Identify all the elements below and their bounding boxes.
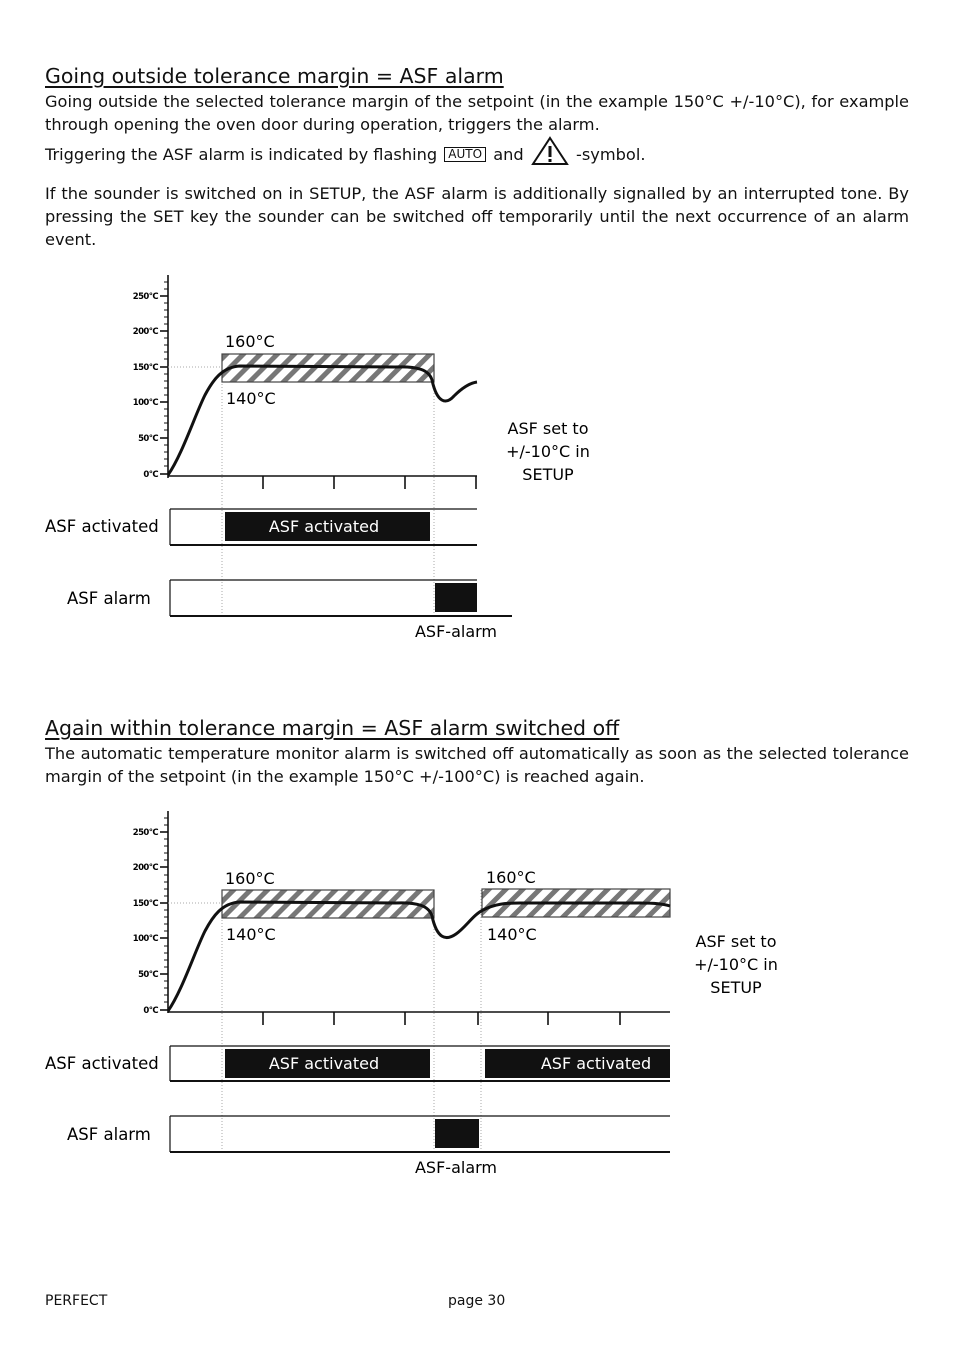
asf-activated-bar-label: ASF activated bbox=[268, 517, 380, 536]
asf-alarm-bar bbox=[435, 1119, 479, 1148]
y-tick-0: 0°C bbox=[143, 470, 158, 480]
asf-alarm-caption: ASF-alarm bbox=[414, 1158, 498, 1177]
note-line-2: +/-10°C in bbox=[506, 442, 590, 461]
lower-limit-label-a: 140°C bbox=[226, 925, 276, 944]
asf-alarm-row-label: ASF alarm bbox=[67, 589, 151, 608]
y-tick-50: 50°C bbox=[138, 970, 158, 980]
asf-alarm-row-label: ASF alarm bbox=[67, 1125, 151, 1144]
y-tick-0: 0°C bbox=[143, 1006, 158, 1016]
asf-setting-note bbox=[694, 932, 778, 997]
asf-activated-row-label: ASF activated bbox=[45, 1054, 159, 1073]
footer-page-number: page 30 bbox=[448, 1293, 506, 1309]
flashing-text: Triggering the ASF alarm is indicated by flashing bbox=[45, 145, 438, 164]
lower-limit-label-b: 140°C bbox=[487, 925, 537, 944]
y-tick-250: 250°C bbox=[132, 292, 158, 302]
section2-heading: Again within tolerance margin = ASF alarm switched off bbox=[45, 716, 620, 740]
symbol-suffix-text: -symbol. bbox=[576, 145, 646, 164]
lower-limit-label: 140°C bbox=[226, 389, 276, 408]
y-tick-150: 150°C bbox=[132, 899, 158, 909]
upper-limit-label-b: 160°C bbox=[486, 868, 536, 887]
section1-heading: Going outside tolerance margin = ASF alarm bbox=[45, 64, 504, 88]
y-axis-major-ticks bbox=[160, 832, 168, 1010]
asf-activated-row-label: ASF activated bbox=[45, 517, 159, 536]
y-axis-tick-labels bbox=[133, 828, 159, 1016]
y-tick-150: 150°C bbox=[132, 363, 158, 373]
y-tick-100: 100°C bbox=[132, 398, 158, 408]
note-line-3: SETUP bbox=[522, 465, 574, 484]
section1-paragraph-2: If the sounder is switched on in SETUP, the ASF alarm is additionally signalled by an interrupted tone. By pressing the SET key the sounder can be switched off temporarily until the next occurrence of an alarm event. bbox=[45, 184, 909, 249]
note-line-1: ASF set to bbox=[507, 419, 589, 438]
asf-activated-bar-label-a: ASF activated bbox=[268, 1054, 380, 1073]
section1-p1-line2: through opening the oven door during operation, triggers the alarm. bbox=[45, 115, 600, 134]
y-tick-50: 50°C bbox=[138, 434, 158, 444]
footer-left: PERFECT bbox=[45, 1293, 108, 1309]
asf-alarm-caption: ASF-alarm bbox=[414, 622, 498, 641]
y-tick-100: 100°C bbox=[132, 934, 158, 944]
x-axis-ticks bbox=[263, 1012, 620, 1025]
section2-paragraph-1: The automatic temperature monitor alarm is switched off automatically as soon as the selected tolerance margin of the setpoint (in the example 150°C +/-100°C) is reached again. bbox=[45, 744, 909, 786]
guide-lines bbox=[168, 890, 481, 1152]
upper-limit-label: 160°C bbox=[225, 332, 275, 351]
y-tick-200: 200°C bbox=[132, 863, 158, 873]
y-tick-250: 250°C bbox=[132, 828, 158, 838]
section1-p1-line1: Going outside the selected tolerance margin of the setpoint (in the example 150°C +/-10°C), for example bbox=[45, 92, 909, 111]
auto-indicator: AUTO bbox=[444, 147, 486, 162]
upper-limit-label-a: 160°C bbox=[225, 869, 275, 888]
asf-activated-bar-label-b: ASF activated bbox=[540, 1054, 652, 1073]
note-line-3: SETUP bbox=[710, 978, 762, 997]
note-line-2: +/-10°C in bbox=[694, 955, 778, 974]
and-text: and bbox=[493, 145, 524, 164]
note-line-1: ASF set to bbox=[695, 932, 777, 951]
y-tick-200: 200°C bbox=[132, 327, 158, 337]
